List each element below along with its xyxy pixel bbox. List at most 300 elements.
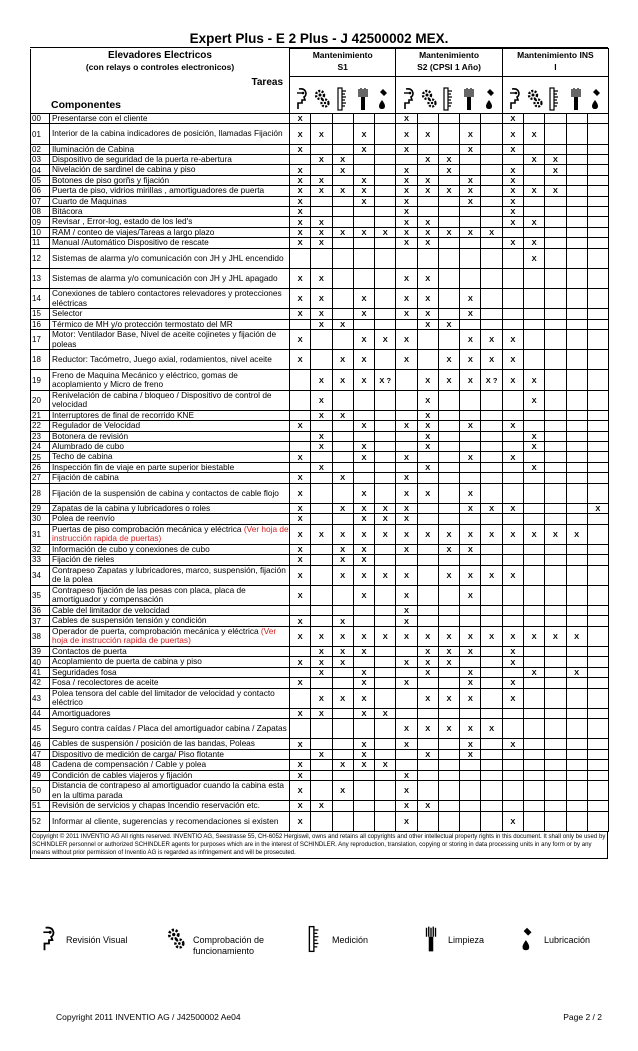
row-number: 19 [31,370,50,390]
row-number: 52 [31,811,50,831]
task-mark [417,248,438,268]
task-mark [460,760,481,770]
task-mark [587,483,608,503]
task-mark [587,719,608,739]
task-mark: X [396,565,417,585]
table-row [31,616,609,626]
task-mark [545,462,566,472]
task-mark: X [523,155,544,165]
measure-icon [547,87,563,111]
task-mark [545,207,566,217]
task-mark [396,155,417,165]
task-mark [481,688,502,708]
component-description: Techo de cabina [50,452,290,462]
table-row [31,114,609,124]
task-mark: X [290,217,311,227]
task-mark [438,616,459,626]
task-mark [566,330,587,350]
table-row [31,319,609,329]
task-mark [311,503,332,513]
task-mark [481,155,502,165]
task-mark: X [396,289,417,309]
task-mark [545,473,566,483]
task-mark [502,289,523,309]
visual-icon [401,87,417,111]
task-mark [523,801,544,811]
task-mark [523,165,544,175]
task-mark [311,585,332,605]
task-mark [587,688,608,708]
task-mark: X [460,350,481,370]
task-mark: X [417,626,438,646]
task-mark [566,739,587,749]
task-mark [545,442,566,452]
visual-icon [40,925,58,953]
task-mark [587,811,608,831]
table-row [31,309,609,319]
task-mark: X [396,678,417,688]
component-description: Reductor: Tacómetro, Juego axial, rodamientos, nivel aceite [50,350,290,370]
task-mark [375,390,396,410]
task-mark [587,165,608,175]
task-mark [375,421,396,431]
task-mark [587,421,608,431]
task-mark [566,770,587,780]
component-description: Informar al cliente, sugerencias y recomendaciones si existen [50,811,290,831]
task-mark [502,770,523,780]
task-mark: X [332,370,353,390]
task-mark [460,811,481,831]
task-mark [375,462,396,472]
task-mark: X [332,565,353,585]
legend-function: Comprobación de funcionamiento [167,925,264,957]
task-mark [545,217,566,227]
task-mark [332,207,353,217]
task-mark [502,442,523,452]
task-mark: X [523,626,544,646]
task-mark [332,739,353,749]
task-mark [417,708,438,718]
table-row [31,124,609,144]
task-mark: X [332,350,353,370]
task-mark [545,452,566,462]
task-mark: X [502,503,523,513]
task-mark: X [311,289,332,309]
table-row [31,585,609,605]
task-mark [332,330,353,350]
task-mark: X [417,483,438,503]
task-mark [353,410,374,420]
row-number: 01 [31,124,50,144]
task-mark [332,483,353,503]
row-number: 40 [31,657,50,667]
task-mark [290,248,311,268]
task-mark [566,647,587,657]
task-mark: X [290,196,311,206]
component-description: Presentarse con el cliente [50,114,290,124]
task-mark: X [311,431,332,441]
table-row [31,421,609,431]
task-mark [375,770,396,780]
function-check-icon [314,87,330,111]
task-mark: X [290,770,311,780]
row-number: 11 [31,238,50,248]
task-mark [396,462,417,472]
task-mark [502,319,523,329]
row-number: 17 [31,330,50,350]
task-mark: X [396,781,417,801]
task-mark [566,514,587,524]
task-mark [375,155,396,165]
legend-lube: Lubricación [518,925,590,953]
task-mark [481,473,502,483]
task-mark [438,606,459,616]
task-mark [332,770,353,780]
task-mark [438,196,459,206]
task-mark: X [417,390,438,410]
task-mark [417,585,438,605]
task-mark: X [353,688,374,708]
task-mark [332,124,353,144]
task-mark [417,678,438,688]
task-mark [290,462,311,472]
task-mark [353,431,374,441]
task-mark [566,781,587,801]
task-mark: X [438,719,459,739]
task-mark [375,719,396,739]
task-mark [566,462,587,472]
task-mark: X [396,227,417,237]
task-mark [375,196,396,206]
task-mark [523,421,544,431]
task-mark [481,462,502,472]
task-mark [438,781,459,801]
task-mark [502,390,523,410]
task-mark: X [396,452,417,462]
task-mark [438,268,459,288]
task-mark [523,330,544,350]
task-mark [566,431,587,441]
task-mark [353,238,374,248]
table-row [31,227,609,237]
task-mark [502,616,523,626]
table-row [31,749,609,759]
task-mark: X [460,421,481,431]
task-mark [566,175,587,185]
task-mark: X [311,390,332,410]
component-description: Conexiones de tablero contactores relevadores y protecciones eléctricas [50,289,290,309]
component-description: Acoplamiento de puerta de cabina y piso [50,657,290,667]
component-description: Cable del limitador de velocidad [50,606,290,616]
task-mark [460,514,481,524]
task-mark: X [311,155,332,165]
task-mark [545,801,566,811]
task-mark [481,616,502,626]
task-mark: X [460,124,481,144]
table-row [31,770,609,780]
task-mark [566,217,587,227]
task-mark [311,421,332,431]
task-mark [545,483,566,503]
task-mark [311,565,332,585]
task-mark [332,462,353,472]
task-mark [587,760,608,770]
task-mark: X [332,524,353,544]
page-title: Expert Plus - E 2 Plus - J 42500002 MEX. [30,30,608,48]
task-mark: X [290,238,311,248]
task-mark [545,227,566,237]
task-mark [523,319,544,329]
row-number: 29 [31,503,50,513]
task-mark [417,544,438,554]
task-mark: X [523,370,544,390]
table-row [31,544,609,554]
task-mark [290,442,311,452]
task-mark: X [460,227,481,237]
task-mark [332,801,353,811]
task-mark [311,544,332,554]
row-number: 05 [31,175,50,185]
measure-icon [306,925,324,953]
task-mark [460,781,481,801]
task-mark [502,410,523,420]
task-mark [460,555,481,565]
task-mark [438,708,459,718]
row-number: 03 [31,155,50,165]
task-mark: X [502,657,523,667]
task-mark: X [502,175,523,185]
task-mark: X [545,626,566,646]
task-mark: X [375,524,396,544]
task-mark [460,606,481,616]
task-mark: X [460,196,481,206]
task-mark [523,719,544,739]
task-mark [375,781,396,801]
task-mark [438,749,459,759]
task-legend [40,925,600,965]
task-mark [311,606,332,616]
task-mark [587,442,608,452]
task-mark [502,483,523,503]
row-number: 15 [31,309,50,319]
task-mark: X [290,309,311,319]
task-mark [438,175,459,185]
task-mark [587,678,608,688]
task-mark: X [417,421,438,431]
task-mark [438,739,459,749]
task-mark [353,606,374,616]
task-mark [332,811,353,831]
maintenance-s1-header: Mantenimiento S1 [290,49,396,77]
task-mark [460,442,481,452]
task-mark [481,514,502,524]
task-mark: X [523,431,544,441]
task-mark: X [502,739,523,749]
task-mark: X [417,186,438,196]
task-mark [481,667,502,677]
task-mark [523,760,544,770]
task-mark: X [502,678,523,688]
task-mark: X [332,155,353,165]
task-mark [460,207,481,217]
task-mark [332,452,353,462]
component-description: Sistemas de alarma y/o comunicación con JH y JHL apagado [50,268,290,288]
task-mark [481,217,502,227]
task-mark [566,452,587,462]
task-mark: X [311,657,332,667]
row-number: 18 [31,350,50,370]
task-mark [545,739,566,749]
task-mark: X [396,739,417,749]
task-mark [523,144,544,154]
task-mark [566,749,587,759]
table-row [31,442,609,452]
task-mark [502,749,523,759]
task-mark: X ? [481,370,502,390]
task-mark: X [396,585,417,605]
row-number: 08 [31,207,50,217]
task-mark: X [396,524,417,544]
task-mark [545,544,566,554]
task-mark [311,739,332,749]
task-mark [332,268,353,288]
row-number: 30 [31,514,50,524]
task-mark [375,410,396,420]
task-mark: X [375,760,396,770]
row-number: 28 [31,483,50,503]
task-mark: X [417,524,438,544]
task-mark: X [438,657,459,667]
task-mark: X [523,248,544,268]
task-mark: X [332,410,353,420]
task-mark [375,207,396,217]
task-mark [523,175,544,185]
task-mark: X [375,514,396,524]
task-mark [311,811,332,831]
lubrication-icon [588,87,604,111]
task-mark [438,217,459,227]
task-mark [311,114,332,124]
component-description: Botonera de revisión [50,431,290,441]
task-mark [460,473,481,483]
task-mark: X [332,165,353,175]
component-description: Nivelación de sardinel de cabina y piso [50,165,290,175]
task-mark: X [396,186,417,196]
page-number: Page 2 / 2 [563,1012,602,1022]
task-mark: X [502,524,523,544]
task-mark [502,555,523,565]
task-mark [523,606,544,616]
task-mark: X [353,196,374,206]
component-description: Contrapeso Zapatas y lubricadores, marco, suspensión, fijación de la polea [50,565,290,585]
task-mark [502,473,523,483]
task-mark [353,473,374,483]
table-row [31,688,609,708]
table-row [31,452,609,462]
task-mark [375,350,396,370]
component-description: Inspección fin de viaje en parte superior biestable [50,462,290,472]
task-mark [290,319,311,329]
task-mark [375,238,396,248]
task-mark: X [290,124,311,144]
table-row [31,207,609,217]
task-mark [545,268,566,288]
task-mark [438,667,459,677]
row-number: 12 [31,248,50,268]
task-mark: X [396,626,417,646]
task-mark: X [332,647,353,657]
table-row [31,483,609,503]
task-mark [587,410,608,420]
task-mark: X [396,606,417,616]
table-row [31,514,609,524]
table-row [31,811,609,831]
task-mark: X [502,421,523,431]
task-mark [375,483,396,503]
task-mark [460,431,481,441]
task-mark: X [502,647,523,657]
task-mark [545,708,566,718]
task-mark: X [290,114,311,124]
task-mark [566,657,587,667]
task-mark: X [290,781,311,801]
task-mark [502,801,523,811]
task-mark: X [417,370,438,390]
task-mark [311,616,332,626]
task-mark [587,370,608,390]
task-mark [460,217,481,227]
table-row [31,186,609,196]
task-mark: X [290,616,311,626]
task-mark: X [502,217,523,227]
task-mark: X [311,801,332,811]
task-mark [375,165,396,175]
task-mark [417,350,438,370]
legend-clean: Limpieza [422,925,484,953]
task-mark: X [353,503,374,513]
task-mark [332,749,353,759]
task-mark [396,760,417,770]
task-mark [353,319,374,329]
task-mark: X [438,186,459,196]
task-mark [587,114,608,124]
task-mark: X [290,514,311,524]
task-mark [375,555,396,565]
task-mark [587,227,608,237]
task-mark [353,248,374,268]
task-mark: X [375,565,396,585]
table-row [31,390,609,410]
task-mark: X [545,524,566,544]
task-mark: X [545,165,566,175]
task-mark: X [481,227,502,237]
task-mark [438,678,459,688]
task-mark [332,238,353,248]
table-row [31,565,609,585]
task-mark [311,165,332,175]
row-number: 42 [31,678,50,688]
task-mark [353,268,374,288]
component-description: Renivelación de cabina / bloqueo / Dispositivo de control de velocidad [50,390,290,410]
table-row [31,196,609,206]
task-mark [396,749,417,759]
task-mark: X [502,452,523,462]
task-mark: X [396,616,417,626]
task-mark: X [523,442,544,452]
task-mark: X [332,503,353,513]
task-mark [523,410,544,420]
measure-icon [335,87,351,111]
